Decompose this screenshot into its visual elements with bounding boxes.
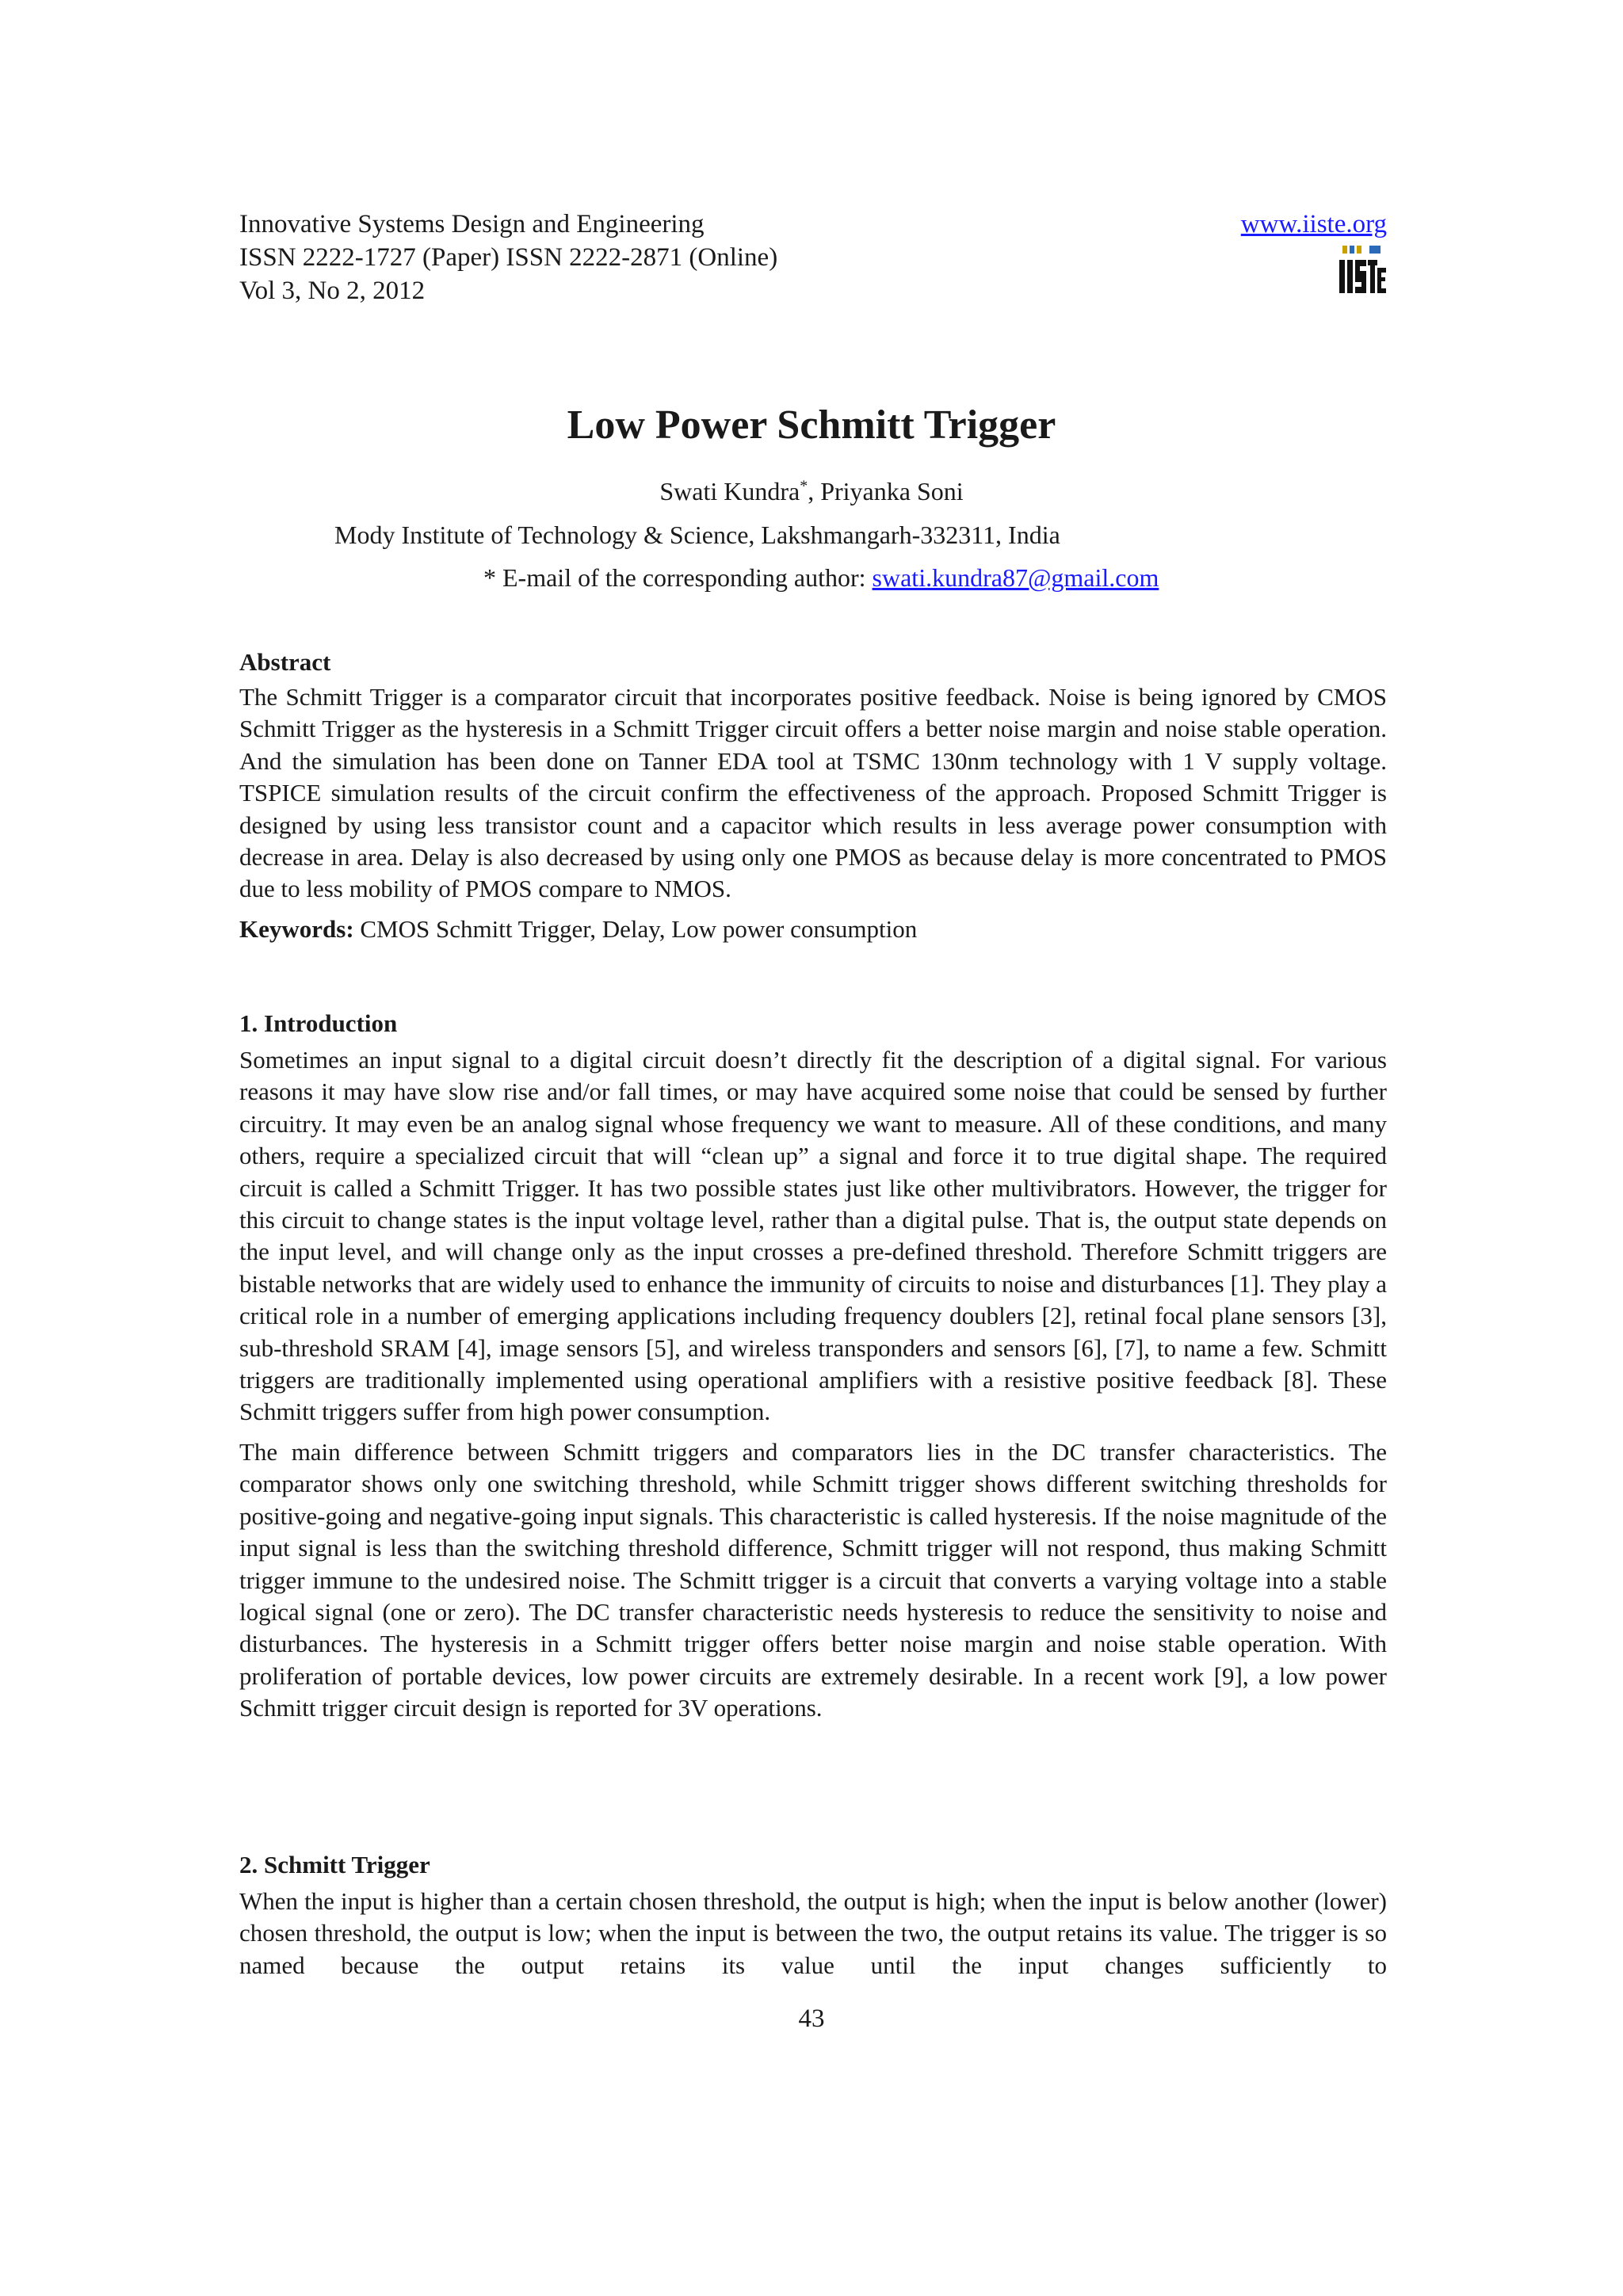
abstract-heading: Abstract [239,648,331,676]
author-list [0,475,1623,507]
schmitt-heading: 2. Schmitt Trigger [239,1851,430,1878]
iiste-logo [1338,244,1387,296]
journal-name: Innovative Systems Design and Engineering [239,210,705,238]
email-link[interactable]: swati.kundra87@gmail.com [872,563,1159,592]
corresponding-email-line [483,562,1159,593]
schmitt-section [239,1849,1387,1981]
corresponding-mark: * [800,477,808,495]
journal-volume: Vol 3, No 2, 2012 [239,277,426,305]
keywords-label: Keywords: [239,914,354,943]
page-number: 43 [798,2004,825,2033]
email-prefix: * E-mail of the corresponding author: [483,563,873,592]
intro-section [239,1008,1387,1725]
journal-url-link[interactable]: www.iiste.org [1240,210,1387,238]
journal-header [239,208,1387,307]
affiliation: Mody Institute of Technology & Science, Lakshmangarh-332311, India [334,521,1060,549]
paper-title: Low Power Schmitt Trigger [567,402,1056,448]
keywords-line [239,913,1387,945]
intro-heading: 1. Introduction [239,1009,398,1037]
schmitt-paragraph-1: When the input is higher than a certain chosen threshold, the output is high; when the input is below another (lower) chosen threshold, the output is low; when the input is between the two, the output retains its value. The trigger is so named because the output retains its value until the input changes sufficiently to [239,1887,1387,1979]
abstract-section [239,646,1387,945]
abstract-text: The Schmitt Trigger is a comparator circuit that incorporates positive feedback. Noise is being ignored by CMOS Schmitt Trigger as the hysteresis in a Schmitt Trigger circuit offers a better noise margin and noise stable operation. And the simulation has been done on Tanner EDA tool at TSMC 130nm technology with 1 V supply voltage. TSPICE simulation results of the circuit confirm the effectiveness of the approach. Proposed Schmitt Trigger is designed by using less transistor count and a capacitor which results in less average power consumption with decrease in area. Delay is also decreased by using only one PMOS as because delay is more concentrated to PMOS due to less mobility of PMOS compare to NMOS. [239,683,1387,903]
keywords-text: CMOS Schmitt Trigger, Delay, Low power consumption [353,914,918,943]
intro-paragraph-2: The main difference between Schmitt triggers and comparators lies in the DC transfer characteristics. The comparator shows only one switching threshold, while Schmitt trigger shows different switching thresholds for positive-going and negative-going input signals. This characteristic is called hysteresis. If the noise magnitude of the input signal is less than the switching threshold difference, Schmitt trigger will not respond, thus making Schmitt trigger immune to the undesired noise. The Schmitt trigger is a circuit that converts a varying voltage into a stable logical signal (one or zero). The DC transfer characteristic needs hysteresis to reduce the sensitivity to noise and disturbances. The hysteresis in a Schmitt trigger offers better noise margin and noise stable operation. With proliferation of portable devices, low power circuits are extremely desirable. In a recent work [9], a low power Schmitt trigger circuit design is reported for 3V operations. [239,1437,1387,1722]
intro-paragraph-1: Sometimes an input signal to a digital circuit doesn’t directly fit the description of a digital signal. For various reasons it may have slow rise and/or fall times, or may have acquired some noise that could be sensed by further circuitry. It may even be an analog signal whose frequency we want to measure. All of these conditions, and many others, require a specialized circuit that will “clean up” a signal and force it to true digital shape. The required circuit is called a Schmitt Trigger. It has two possible states just like other multivibrators. However, the trigger for this circuit to change states is the input voltage level, rather than a digital pulse. That is, the output state depends on the input level, and will change only as the input crosses a pre-defined threshold. Therefore Schmitt triggers are bistable networks that are widely used to enhance the immunity of circuits to noise and disturbances [1]. They play a critical role in a number of emerging applications including frequency doublers [2], retinal focal plane sensors [3], sub-threshold SRAM [4], image sensors [5], and wireless transponders and sensors [6], [7], to name a few. Schmitt triggers are traditionally implemented using operational amplifiers with a resistive positive feedback [8]. These Schmitt triggers suffer from high power consumption. [239,1046,1387,1426]
author-1: Swati Kundra [659,477,800,505]
author-2: , Priyanka Soni [808,477,964,505]
journal-issn: ISSN 2222-1727 (Paper) ISSN 2222-2871 (Online) [239,243,778,272]
